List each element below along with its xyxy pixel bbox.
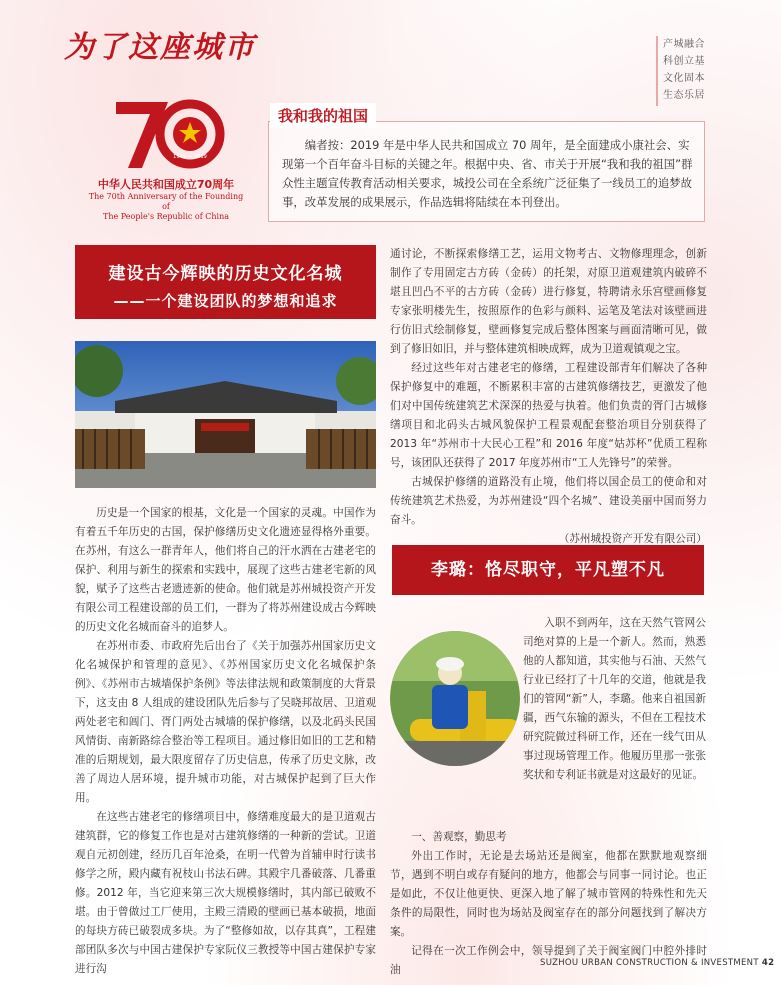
anniversary-years: 1949 — 2019 xyxy=(173,154,207,160)
brand-title: 为了这座城市 xyxy=(64,30,256,65)
motto-item: 文化固本 xyxy=(663,73,705,84)
mottos-divider xyxy=(656,36,658,106)
article2-paragraph: 记得在一次工作例会中，领导提到了关于阀室阀门中腔外排时油 xyxy=(390,945,707,976)
article1-right-column xyxy=(390,245,707,549)
article2-section-heading: 一、善观察，勤思考 xyxy=(411,831,507,843)
article1-subtitle: ——一个建设团队的梦想和追求 xyxy=(113,292,338,310)
article1-banner xyxy=(75,245,376,319)
journal-name: SUZHOU URBAN CONSTRUCTION & INVESTMENT xyxy=(540,958,759,968)
motto-item: 生态乐居 xyxy=(663,90,705,101)
anniversary-en-line1: The 70th Anniversary of the Founding of xyxy=(88,192,244,211)
article1-paragraph: 在这些古建老宅的修缮项目中，修缮难度最大的是卫道观古建筑群，它的修复工作也是对古建筑修缮的一种新的尝试。卫道观自元初创建，经历几百年沧桑，在明一代曾为首辅申时行读书修学之所，殿内藏有祝枝山书法石碑。其殿宇几番破落、几番重修。2012 年，当它迎来第三次大规模修缮时，其内部已破败不堪。由于曾做过工厂使用，主殿三清殿的壁画已基本破损，地面的每块方砖已破裂成多块。为了“整修如故，以存其真”，工程建部团队多次与中国古建保护专家阮仪三教授等中国古建保护专家进行沟 xyxy=(75,811,376,975)
anniversary-cn: 中华人民共和国成立70周年 xyxy=(97,178,235,191)
page-number: 42 xyxy=(761,958,775,968)
article1-paragraph: 在苏州市委、市政府先后出台了《关于加强苏州国家历史文化名城保护和管理的意见》、《苏州国家历史文化名城保护条例》、《苏州市古城墙保护条例》等法律法规和政策制度的大背景下，这支由 8 人组成的建设团队先后参与了吴晓邦故居、卫道观两处老宅和阊门、胥门两处古城墙的保护修缮，以及北码头民国风情街、南新路综合整治等工程项目。通过修旧如旧的工艺和精准的后期规划，最大限度留存了历史信息，传承了历史文脉，改善了周边人居环境，提升城市功能，对古城保护起到了巨大作用。 xyxy=(75,640,376,804)
mottos-list xyxy=(663,36,709,104)
article1-paragraph: 古城保护修缮的道路没有止境，他们将以国企员工的使命和对传统建筑艺术热爱，为苏州建设“四个名城”、建设美丽中国而努力奋斗。 xyxy=(390,476,707,526)
page-footer xyxy=(540,958,774,968)
anniversary-en-line2: The People's Republic of China xyxy=(103,212,229,221)
article2-profile xyxy=(523,614,706,785)
article1-paragraph: 经过这些年对古建老宅的修缮，工程建设部青年们解决了各种保护修复中的难题，不断累积丰富的古建筑修缮技艺，更激发了他们对中国传统建筑艺术深深的热爱与执着。他们负责的胥门古城修缮项目和北码头古城风貌保护工程景观配套整治项目分别获得了 2013 年“苏州市十大民心工程”和 2016 年度“姑苏杯”优质工程称号，该团队还获得了 2017 年度苏州市“工人先锋号”的荣誉。 xyxy=(390,362,707,469)
article2-paragraph: 外出工作时，无论是去场站还是阀室，他都在默默地观察细节，遇到不明白或存有疑问的地方，他都会与同事一同讨论。也正是如此，不仅让他更快、更深入地了解了城市管网的特殊性和先天条件的局限性，同时也为场站及阀室存在的部分问题找到了解决方案。 xyxy=(390,850,707,938)
courtyard-photo xyxy=(75,341,376,488)
intro-title: 我和我的祖国 xyxy=(270,103,376,128)
building-photo-icon xyxy=(75,341,376,488)
motto-item: 科创立基 xyxy=(663,56,705,67)
motto-item: 产城融合 xyxy=(663,39,705,50)
intro-text: 编者按：2019 年是中华人民共和国成立 70 周年，是全面建成小康社会、实现第一个百年奋斗目标的关键之年。根据中央、省、市关于开展“我和我的祖国”群众性主题宣传教育活动相关要求，城投公司在全系统广泛征集了一线员工的追梦故事，改革发展的成果展示，作品选辑将陆续在本刊登出。 xyxy=(282,138,693,209)
worker-photo xyxy=(390,631,520,766)
article1-paragraph: 通讨论，不断探索修缮工艺，运用文物考古、文物修理理念，创新制作了专用固定古方砖（金砖）的托架，对原卫道观建筑内破碎不堪且凹凸不平的古方砖（金砖）进行修复，特聘请永乐宫壁画修复专家张明楼先生，按照原作的色彩与颜料、运笔及笔法对该壁画进行仿旧式绘制修复，壁画修复完成后整体图案与画面清晰可见，做到了修旧如旧，并与整体建筑相映成辉，成为卫道观镇观之宝。 xyxy=(390,248,707,355)
worker-photo-icon xyxy=(390,631,520,766)
article2-banner xyxy=(392,545,704,595)
article1-signature: （苏州城投资产开发有限公司） xyxy=(558,533,707,545)
article1-left-column xyxy=(75,504,376,979)
article1-title: 建设古今辉映的历史文化名城 xyxy=(108,264,343,284)
article2-title: 李璐：恪尽职守，平凡塑不凡 xyxy=(431,560,665,580)
article1-paragraph: 历史是一个国家的根基，文化是一个国家的灵魂。中国作为有着五千年历史的古国，保护修缮历史文化遗迹显得格外重要。在苏州，有这么一群青年人，他们将自己的汗水洒在古建老宅的保护、利用与新生的探索和实践中，展现了这些古建老宅新的风貌，赋予了这些古老遗迹新的使命。他们就是苏州城投资产开发有限公司工程建设部的员工们，一群为了将苏州建设成古今辉映的历史文化名城而奋斗的追梦人。 xyxy=(75,507,376,633)
article2-profile-text: 入职不到两年，这在天然气管网公司绝对算的上是一个新人。然而，熟悉他的人都知道，其实他与石油、天然气行业已经打了十几年的交道，他就是我们的管网“新”人，李璐。他来自祖国新疆，西气东输的源头，不但在工程技术研究院做过科研工作，还在一线气田从事过现场管理工作。他履历里那一张张奖状和专利证书就是对这最好的见证。 xyxy=(523,617,706,781)
seventy-emblem-icon xyxy=(106,94,226,174)
anniversary-logo xyxy=(86,94,246,224)
